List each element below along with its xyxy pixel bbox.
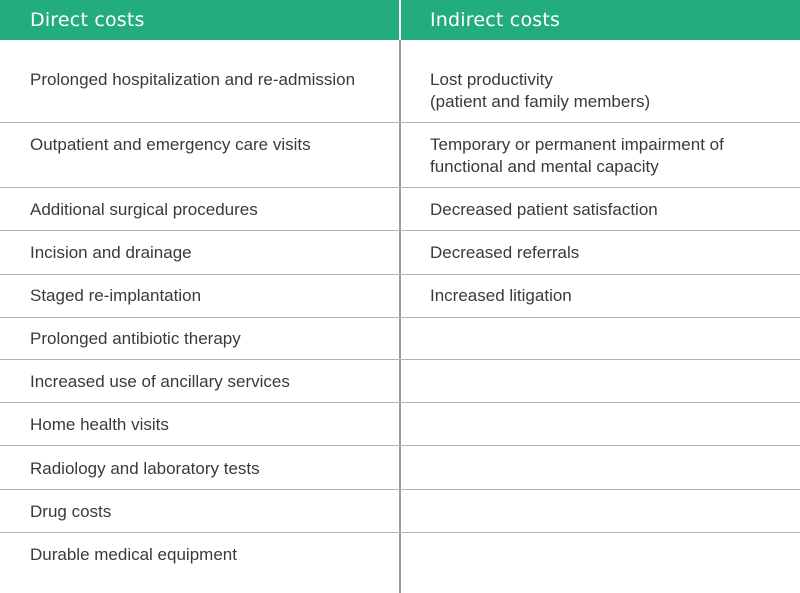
row-divider	[0, 359, 800, 360]
indirect-cost-item: Increased litigation	[430, 286, 572, 305]
direct-cost-item: Prolonged hospitalization and re-admission	[30, 70, 356, 89]
direct-cost-item: Home health visits	[30, 415, 169, 434]
row-divider	[0, 187, 800, 188]
table-header	[0, 0, 800, 40]
indirect-cost-item: Decreased patient satisfaction	[430, 200, 658, 219]
row-divider	[0, 317, 800, 318]
indirect-cost-item: Decreased referrals	[430, 243, 580, 262]
row-divider	[0, 445, 800, 446]
direct-cost-item: Incision and drainage	[30, 243, 192, 262]
row-divider	[0, 274, 800, 275]
row-divider	[0, 402, 800, 403]
direct-cost-item: Outpatient and emergency care visits	[30, 135, 311, 154]
direct-cost-item: Drug costs	[30, 502, 112, 521]
direct-cost-item: Prolonged antibiotic therapy	[30, 329, 241, 348]
direct-cost-item: Staged re-implantation	[30, 286, 202, 305]
indirect-cost-item: Temporary or permanent impairment of functional and mental capacity	[430, 135, 724, 176]
direct-cost-item: Additional surgical procedures	[30, 200, 258, 219]
direct-cost-item: Durable medical equipment	[30, 545, 237, 564]
header-indirect-costs: Indirect costs	[430, 9, 561, 31]
indirect-cost-item: Lost productivity (patient and family members)	[430, 70, 651, 111]
header-direct-costs: Direct costs	[30, 9, 145, 31]
row-divider	[0, 230, 800, 231]
row-divider	[0, 122, 800, 123]
direct-cost-item: Radiology and laboratory tests	[30, 459, 260, 478]
row-divider	[0, 489, 800, 490]
row-divider	[0, 532, 800, 533]
direct-cost-item: Increased use of ancillary services	[30, 372, 290, 391]
header-divider	[399, 0, 401, 40]
